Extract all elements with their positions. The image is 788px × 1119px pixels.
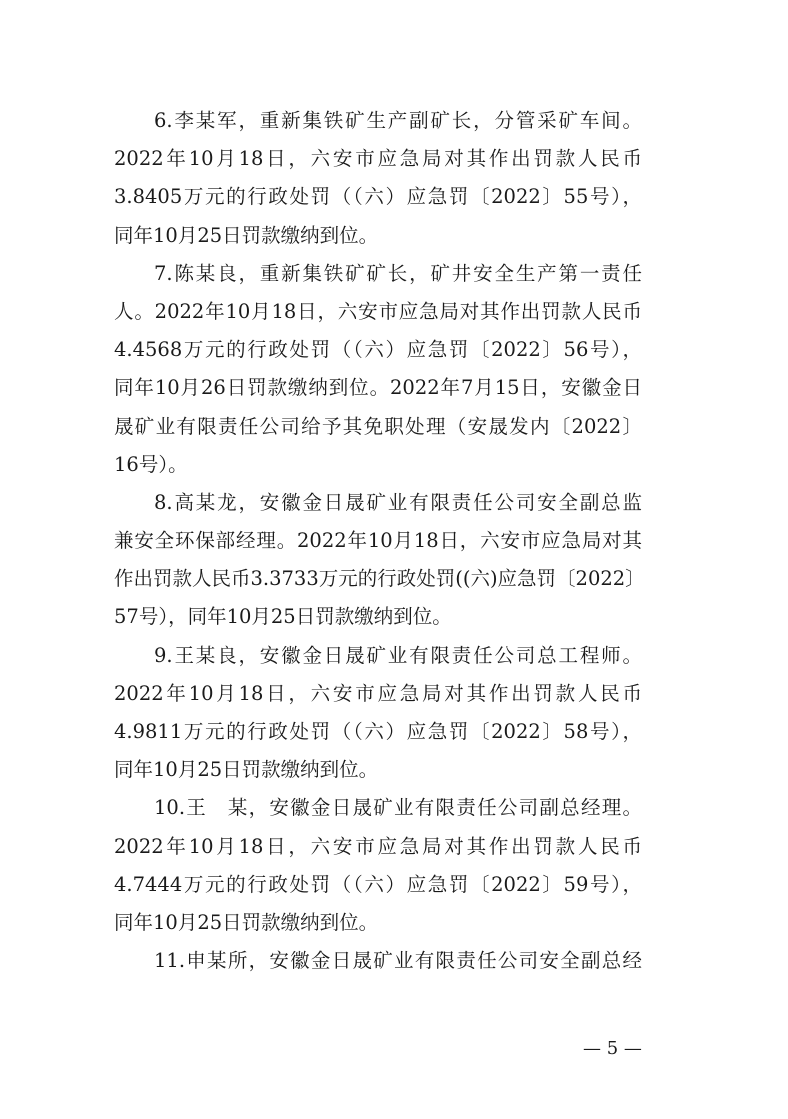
paragraph-8-line-4: 57号），同年10月25日罚款缴纳到位。 [114, 605, 452, 629]
paragraph-7-line-4: 同年10月26日罚款缴纳到位。2022年7月15日，安徽金日 [114, 376, 642, 400]
paragraph-9-line-3: 4.9811万元的行政处罚（（六）应急罚〔2022〕58号）， [114, 720, 642, 743]
paragraph-10-line-2: 2022年10月18日，六安市应急局对其作出罚款人民币 [114, 834, 642, 858]
paragraph-6-line-2: 2022年10月18日，六安市应急局对其作出罚款人民币 [114, 147, 642, 171]
paragraph-8-line-1: 8.高某龙，安徽金日晟矿业有限责任公司安全副总监 [154, 490, 642, 514]
paragraph-8-line-3: 作出罚款人民币3.3733万元的行政处罚((六)应急罚〔2022〕 [114, 567, 645, 591]
paragraph-7-line-2: 人。2022年10月18日，六安市应急局对其作出罚款人民币 [114, 299, 642, 323]
paragraph-6-line-1: 6.李某军，重新集铁矿生产副矿长，分管采矿车间。 [154, 109, 642, 132]
paragraph-9-line-4: 同年10月25日罚款缴纳到位。 [114, 758, 379, 782]
paragraph-10-line-4: 同年10月25日罚款缴纳到位。 [114, 910, 379, 934]
paragraph-7-line-1: 7.陈某良，重新集铁矿矿长，矿井安全生产第一责任 [154, 261, 642, 285]
paragraph-10-line-3: 4.7444万元的行政处罚（（六）应急罚〔2022〕59号）， [114, 872, 642, 896]
paragraph-10-line-1: 10.王 某，安徽金日晟矿业有限责任公司副总经理。 [154, 796, 642, 820]
paragraph-7-line-6: 16号）。 [114, 452, 188, 476]
paragraph-11-line-1: 11.申某所，安徽金日晟矿业有限责任公司安全副总经 [154, 949, 642, 973]
paragraph-6-line-3: 3.8405万元的行政处罚（（六）应急罚〔2022〕55号）， [114, 185, 642, 209]
page-number: — 5 — [583, 1038, 642, 1059]
paragraph-8-line-2: 兼安全环保部经理。2022年10月18日，六安市应急局对其 [114, 529, 642, 553]
paragraph-9-line-2: 2022年10月18日，六安市应急局对其作出罚款人民币 [114, 681, 642, 705]
paragraph-7-line-5: 晟矿业有限责任公司给予其免职处理（安晟发内〔2022〕 [114, 414, 642, 438]
paragraph-7-line-3: 4.4568万元的行政处罚（（六）应急罚〔2022〕56号）， [114, 338, 642, 362]
body-text [114, 102, 645, 980]
paragraph-9-line-1: 9.王某良，安徽金日晟矿业有限责任公司总工程师。 [154, 643, 642, 667]
paragraph-6-line-4: 同年10月25日罚款缴纳到位。 [114, 223, 379, 247]
